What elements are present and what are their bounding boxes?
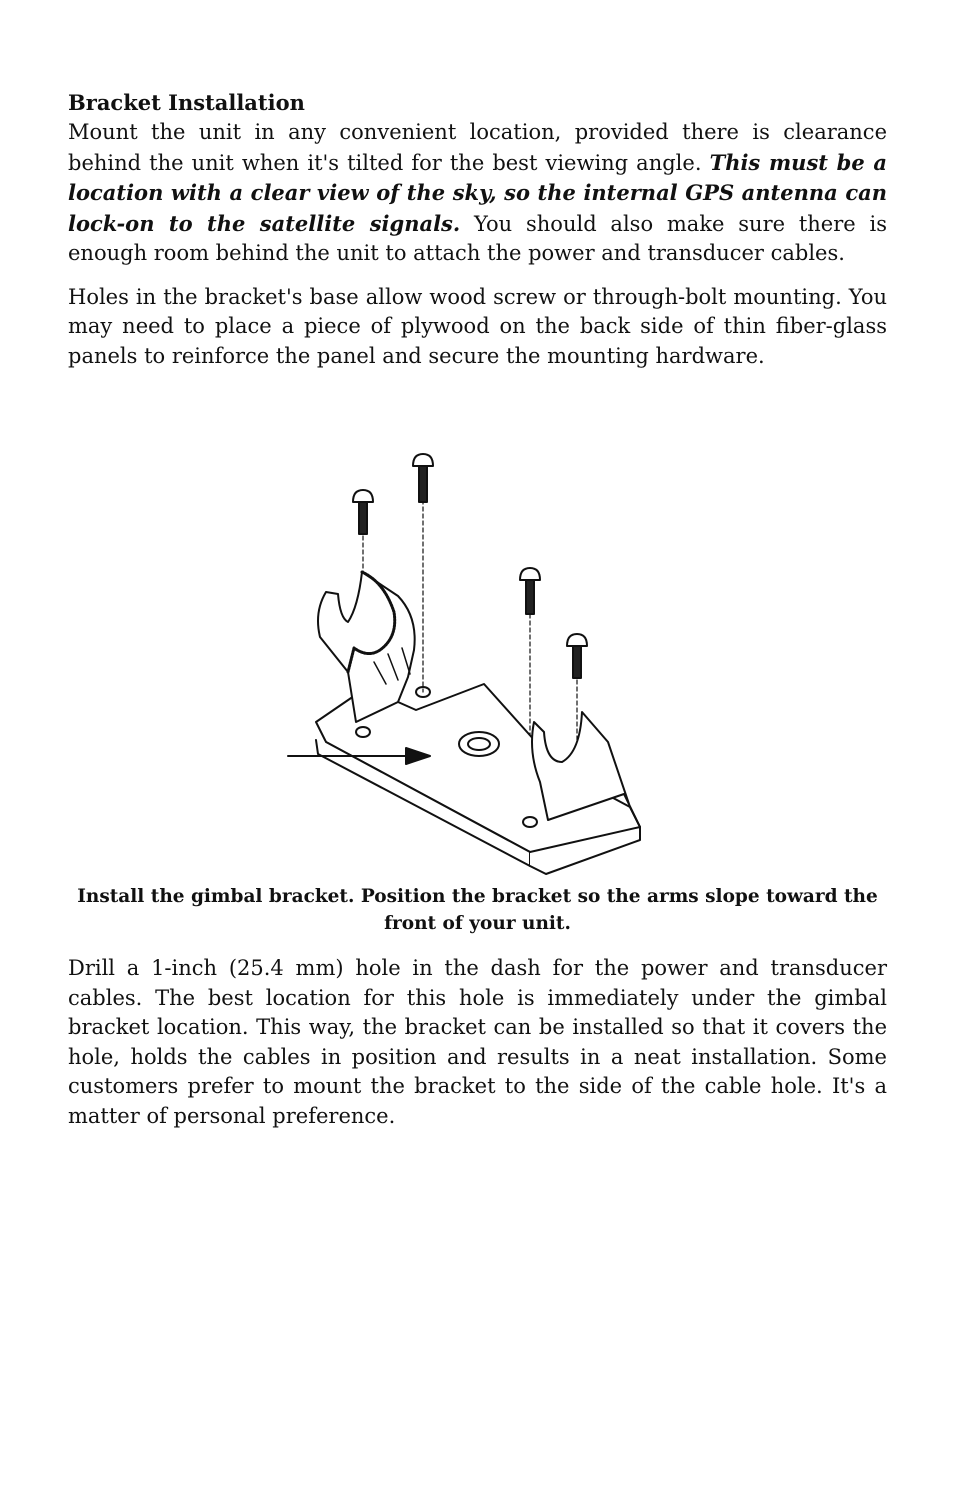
gimbal-bracket	[316, 572, 640, 874]
paragraph-cable-hole: Drill a 1-inch (25.4 mm) hole in the dash for the power and transducer cables. The best location for this hole is immediately under the gimbal bracket location. This way, the bracket can be installed so that it covers the hole, holds the cables in position and results in a neat installation. Some customers prefer to mount the bracket to the side of the cable hole. It's a matter of personal preference.	[68, 956, 887, 1128]
screw-icon	[413, 454, 433, 502]
bracket-illustration	[68, 422, 887, 882]
document-page	[68, 88, 887, 1128]
screw-icon	[520, 568, 540, 614]
drilling-section	[68, 954, 887, 1131]
figure-caption: Install the gimbal bracket. Position the bracket so the arms slope toward the front of your unit.	[77, 886, 878, 934]
paragraph-mounting-location	[68, 118, 887, 269]
paragraph-text: You should also make sure there is enough room behind the unit to attach the power and transducer cables.	[68, 211, 887, 265]
paragraph-text: Mount the unit in any convenient location, provided there is clearance behind the unit when it's tilted for the best viewing angle.	[68, 120, 887, 175]
paragraph-mounting-holes: Holes in the bracket's base allow wood screw or through-bolt mounting. You may need to place a piece of plywood on the back side of thin fiber-glass panels to reinforce the panel and secure the mounting hardware.	[68, 284, 887, 368]
screw-icon	[567, 634, 587, 678]
screw-icon	[353, 490, 373, 534]
section-heading: Bracket Installation	[68, 90, 305, 115]
gps-warning-text: This must be a location with a clear view of the sky, so the internal GPS antenna can lock-on to the satellite signals.	[68, 149, 887, 236]
